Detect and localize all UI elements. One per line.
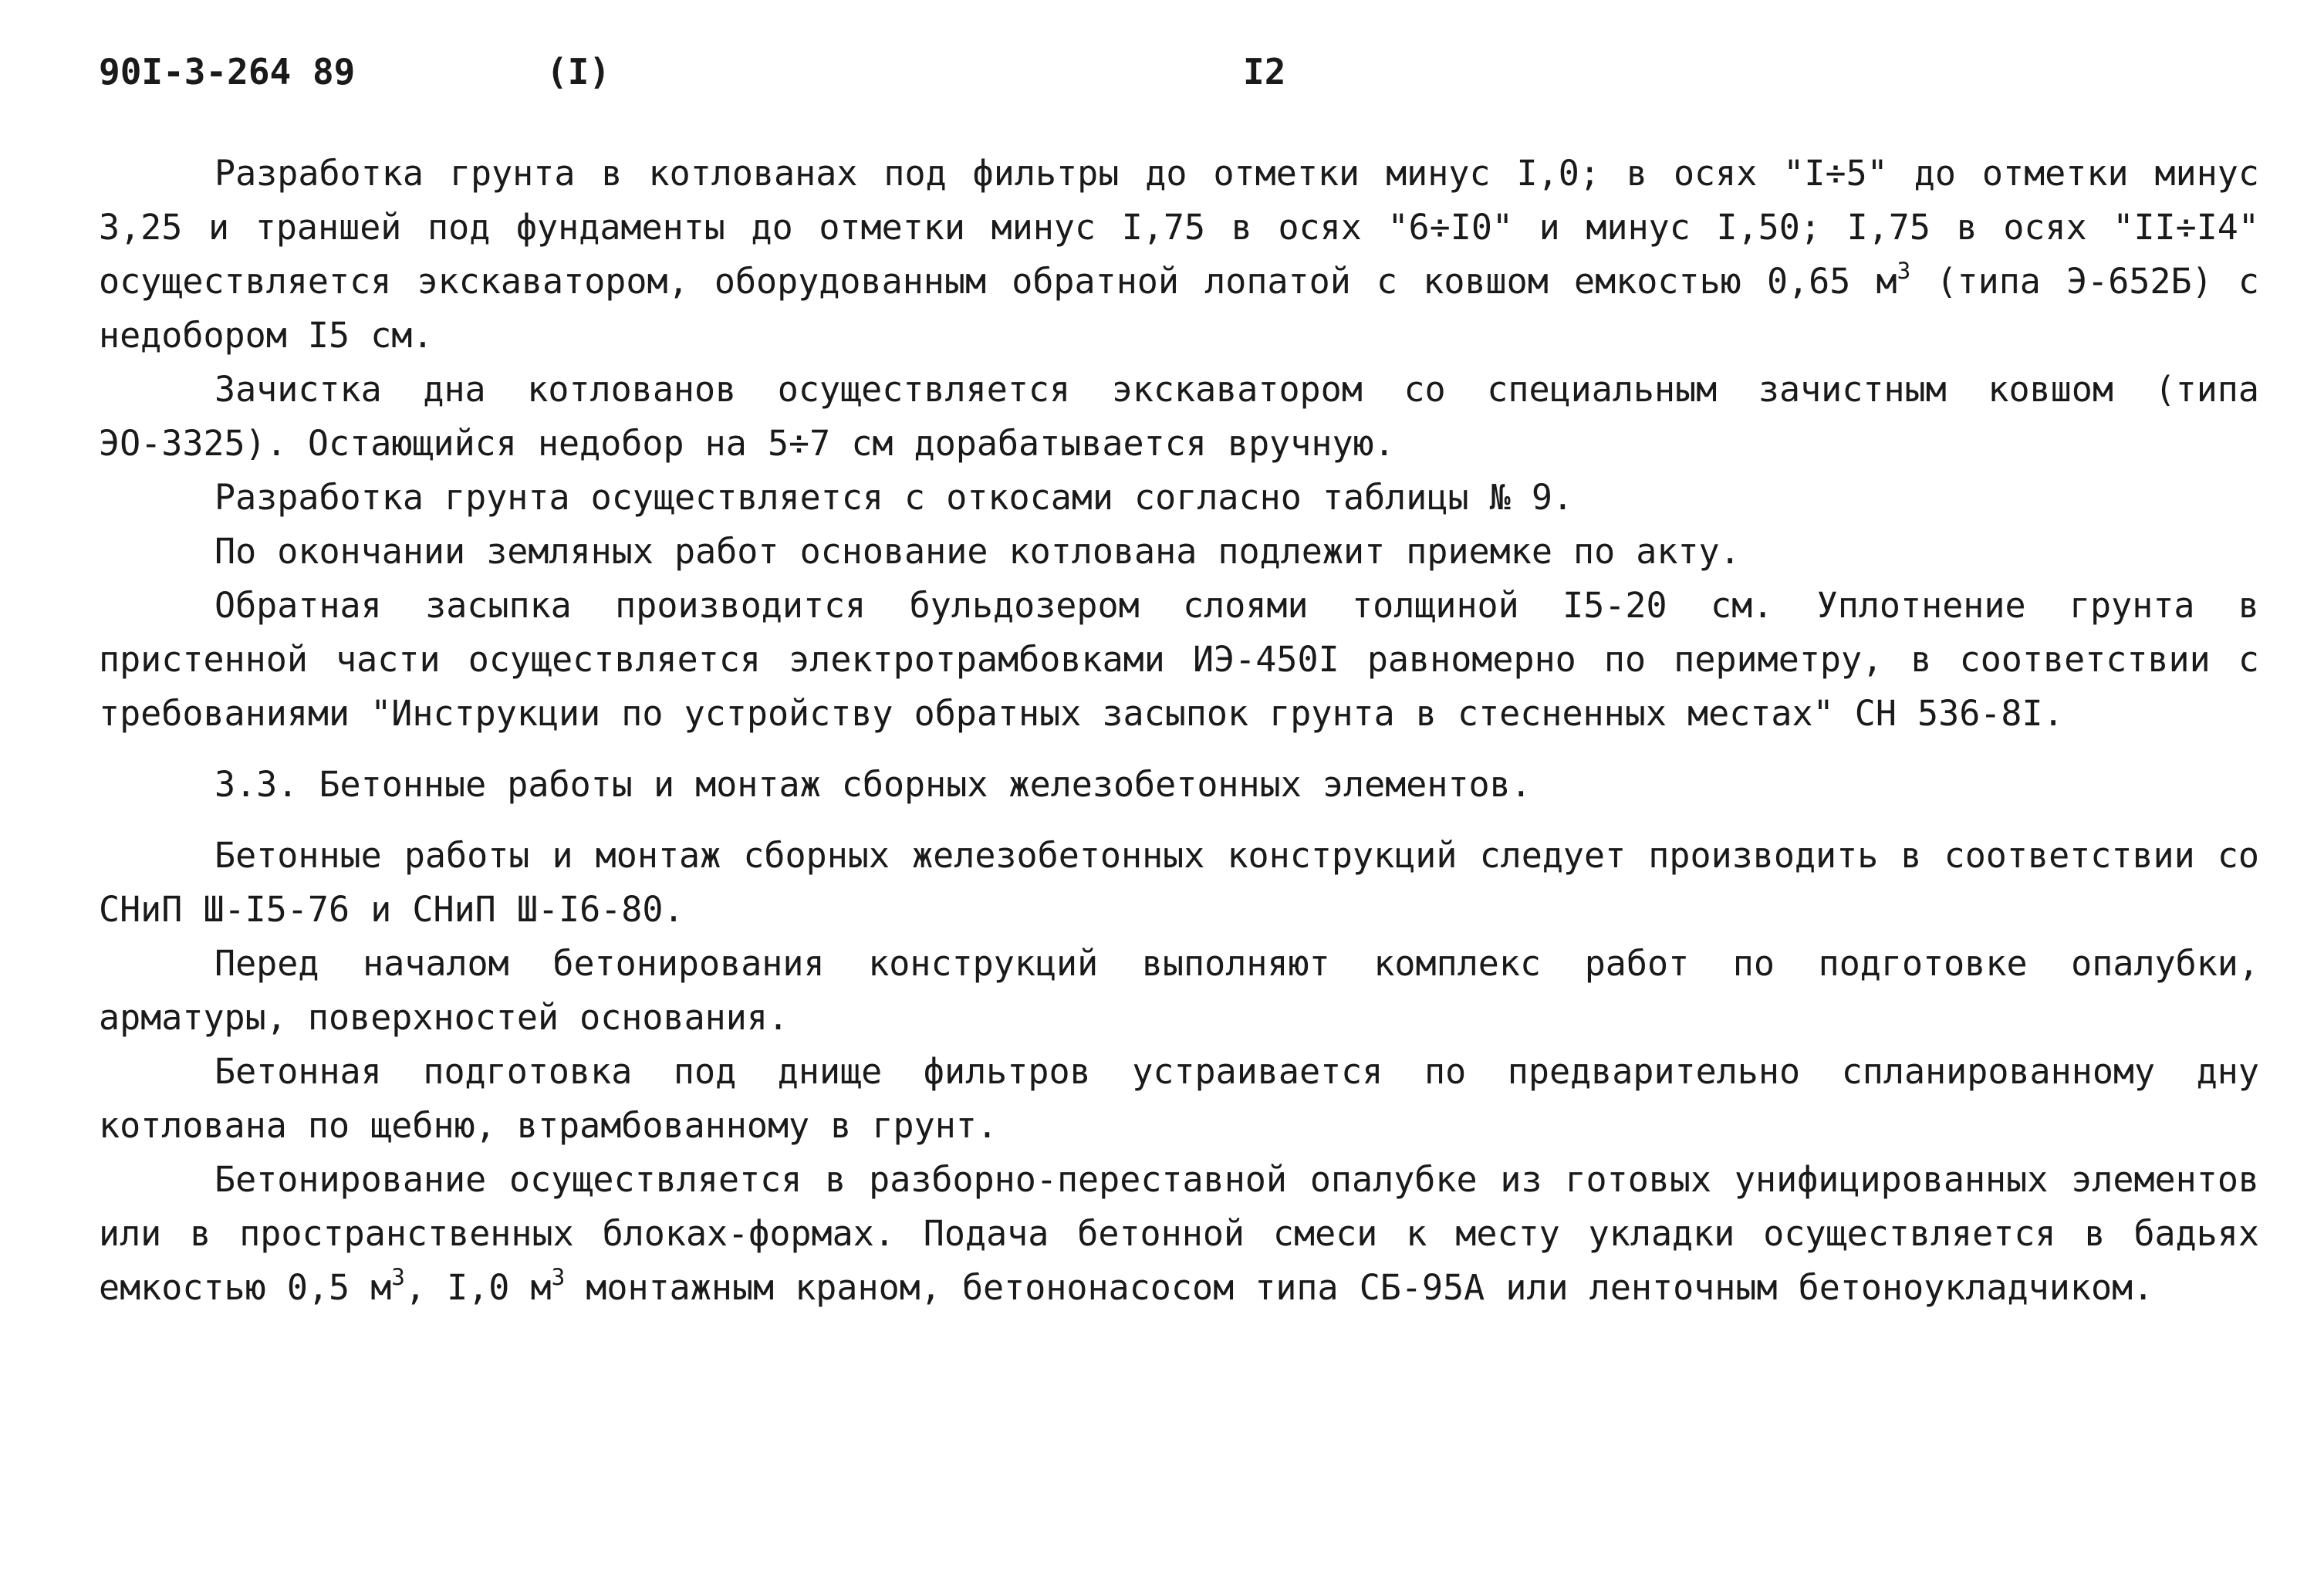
- document-code: 90I-3-264 89: [99, 51, 356, 93]
- paragraph-text: Разработка грунта в котлованах под фильтры до отметки минус I,0; в осях "I÷5" до отметки минус 3,25 и траншей под фундаменты до отметки минус I,75 в осях "6÷I0" и минус I,50; I,75 в осях "II÷I4" осуществляется экскаватором, оборудованным обратной лопатой с ковшом емкостью 0,65 м: [99, 153, 2259, 302]
- paragraph-text: Бетонирование осуществляется в разборно-переставной опалубке из готовых унифицированных элементов или в пространственных блоках-формах. Подача бетонной смеси к месту укладки осуществляется в бадьях емкостью 0,5 м: [99, 1159, 2259, 1308]
- paragraph-text: , I,0 м: [404, 1267, 552, 1308]
- document-body: [99, 147, 2259, 1315]
- superscript: 3: [1897, 258, 1911, 285]
- section-heading: 3.3. Бетонные работы и монтаж сборных железобетонных элементов.: [214, 764, 1532, 805]
- superscript: 3: [391, 1264, 405, 1291]
- superscript: 3: [551, 1264, 566, 1291]
- paragraph-text: монтажным краном, бетононасосом типа СБ-95А или ленточным бетоноукладчиком.: [565, 1267, 2154, 1308]
- paragraph-concrete-base: Бетонная подготовка под днище фильтров устраивается по предварительно спланированному дну котлована по щебню, втрамбованному в грунт.: [99, 1051, 2259, 1146]
- paragraph-acceptance: По окончании земляных работ основание котлована подлежит приемке по акту.: [214, 531, 1741, 572]
- paragraph-text: (типа Э-652Б) с недобором I5 см.: [99, 261, 2259, 356]
- paragraph-backfill: Обратная засыпка производится бульдозером слоями толщиной I5-20 см. Уплотнение грунта в пристенной части осуществляется электротрамбовками ИЭ-450I равномерно по периметру, в соответствии с требованиями "Инструкции по устройству обратных засыпок грунта в стесненных местах" СН 536-8I.: [99, 585, 2259, 734]
- issue-number: (I): [546, 51, 611, 93]
- paragraph-cleaning: Зачистка дна котлованов осуществляется экскаватором со специальным зачистным ковшом (типа ЭО-3325). Остающийся недобор на 5÷7 см дорабатывается вручную.: [99, 369, 2259, 464]
- page-number: I2: [1243, 51, 1286, 93]
- paragraph-slopes: Разработка грунта осуществляется с откосами согласно таблицы № 9.: [214, 477, 1573, 518]
- paragraph-preparation: Перед началом бетонирования конструкций выполняют комплекс работ по подготовке опалубки, арматуры, поверхностей основания.: [99, 943, 2259, 1038]
- paragraph-excavation: [99, 147, 2259, 363]
- page-header: [99, 51, 2259, 113]
- paragraph-concreting: [99, 1153, 2259, 1315]
- paragraph-concrete-works: Бетонные работы и монтаж сборных железобетонных конструкций следует производить в соответствии со СНиП Ш-I5-76 и СНиП Ш-I6-80.: [99, 835, 2259, 930]
